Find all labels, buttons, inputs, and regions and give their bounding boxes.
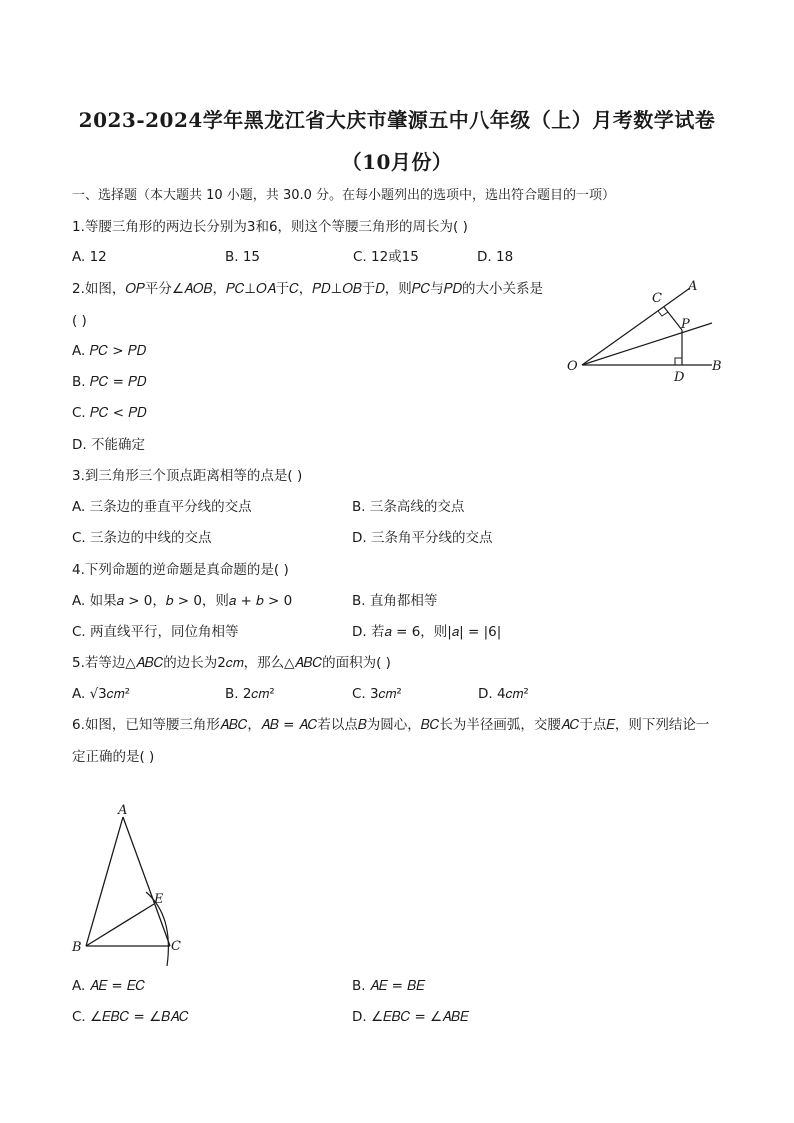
page-title: 2023-2024学年黑龙江省大庆市肇源五中八年级（上）月考数学试卷 xyxy=(78,108,716,132)
question-2-figure xyxy=(560,278,730,388)
question-1-option-d: D. 18 xyxy=(477,249,514,265)
right-angle-mark-d xyxy=(675,358,682,365)
question-2-stem: 2.如图，𝑂𝑃平分∠𝐴𝑂𝐵，𝑃𝐶⊥𝑂𝐴于𝐶，𝑃𝐷⊥𝑂𝐵于𝐷，则𝑃𝐶与𝑃𝐷的大小关系是 xyxy=(72,281,544,297)
question-2-stem-cont: ( ) xyxy=(72,313,87,329)
question-6-stem-cont: 定正确的是( ) xyxy=(72,749,155,765)
question-4-option-a: A. 如果𝑎 > 0，𝑏 > 0，则𝑎 + 𝑏 > 0 xyxy=(72,593,293,609)
label-p: P xyxy=(681,317,690,332)
question-1-option-c: C. 12或15 xyxy=(353,249,419,265)
question-2-option-d: D. 不能确定 xyxy=(72,437,145,453)
right-angle-mark-c xyxy=(658,311,668,316)
question-5-option-b: B. 2𝑐𝑚² xyxy=(225,686,275,702)
question-2-option-b: B. 𝑃𝐶 = 𝑃𝐷 xyxy=(72,374,147,390)
question-5-stem: 5.若等边△𝐴𝐵𝐶的边长为2𝑐𝑚，那么△𝐴𝐵𝐶的面积为( ) xyxy=(72,655,391,671)
question-4-option-b: B. 直角都相等 xyxy=(352,593,438,609)
side-ac xyxy=(123,817,170,946)
question-2-option-a: A. 𝑃𝐶 > 𝑃𝐷 xyxy=(72,343,147,359)
question-4-stem: 4.下列命题的逆命题是真命题的是( ) xyxy=(72,562,289,578)
question-6-option-c: C. ∠𝐸𝐵𝐶 = ∠𝐵𝐴𝐶 xyxy=(72,1009,189,1025)
question-6-option-d: D. ∠𝐸𝐵𝐶 = ∠𝐴𝐵𝐸 xyxy=(352,1009,469,1025)
label-a: A xyxy=(688,279,698,294)
question-2-option-c: C. 𝑃𝐶 < 𝑃𝐷 xyxy=(72,405,147,421)
question-5-option-a: A. √3𝑐𝑚² xyxy=(72,686,130,702)
label-a: A xyxy=(118,803,128,818)
ray-oa xyxy=(582,288,690,365)
question-5-option-c: C. 3𝑐𝑚² xyxy=(352,686,402,702)
label-b: B xyxy=(72,940,82,955)
question-3-option-d: D. 三条角平分线的交点 xyxy=(352,530,493,546)
question-4-option-d: D. 若𝑎 = 6，则|𝑎| = |6| xyxy=(352,624,502,640)
label-c: C xyxy=(171,939,181,954)
label-o: O xyxy=(567,359,578,374)
question-1-option-a: A. 12 xyxy=(72,249,107,265)
ray-op xyxy=(582,323,712,365)
segment-pc xyxy=(664,307,682,330)
label-c: C xyxy=(652,291,662,306)
page-subtitle: （10月份） xyxy=(341,150,453,174)
label-e: E xyxy=(154,892,164,907)
question-4-option-c: C. 两直线平行，同位角相等 xyxy=(72,624,239,640)
question-5-option-d: D. 4𝑐𝑚² xyxy=(478,686,529,702)
label-b: B xyxy=(712,359,722,374)
question-6-option-a: A. 𝐴𝐸 = 𝐸𝐶 xyxy=(72,978,146,994)
question-1-option-b: B. 15 xyxy=(225,249,261,265)
question-3-stem: 3.到三角形三个顶点距离相等的点是( ) xyxy=(72,468,303,484)
question-3-option-c: C. 三条边的中线的交点 xyxy=(72,530,212,546)
question-3-option-a: A. 三条边的垂直平分线的交点 xyxy=(72,499,252,515)
label-d: D xyxy=(674,370,685,385)
section-heading: 一、选择题（本大题共 10 小题，共 30.0 分。在每小题列出的选项中，选出符合题目的一项） xyxy=(72,188,616,203)
question-6-stem: 6.如图，已知等腰三角形𝐴𝐵𝐶，𝐴𝐵 = 𝐴𝐶若以点𝐵为圆心，𝐵𝐶长为半径画弧，交腰𝐴𝐶于点𝐸，则下列结论一 xyxy=(72,717,710,733)
question-1-stem: 1.等腰三角形的两边长分别为3和6，则这个等腰三角形的周长为( ) xyxy=(72,219,468,235)
question-6-option-b: B. 𝐴𝐸 = 𝐵𝐸 xyxy=(352,978,425,994)
question-6-figure xyxy=(66,800,196,970)
question-3-option-b: B. 三条高线的交点 xyxy=(352,499,465,515)
